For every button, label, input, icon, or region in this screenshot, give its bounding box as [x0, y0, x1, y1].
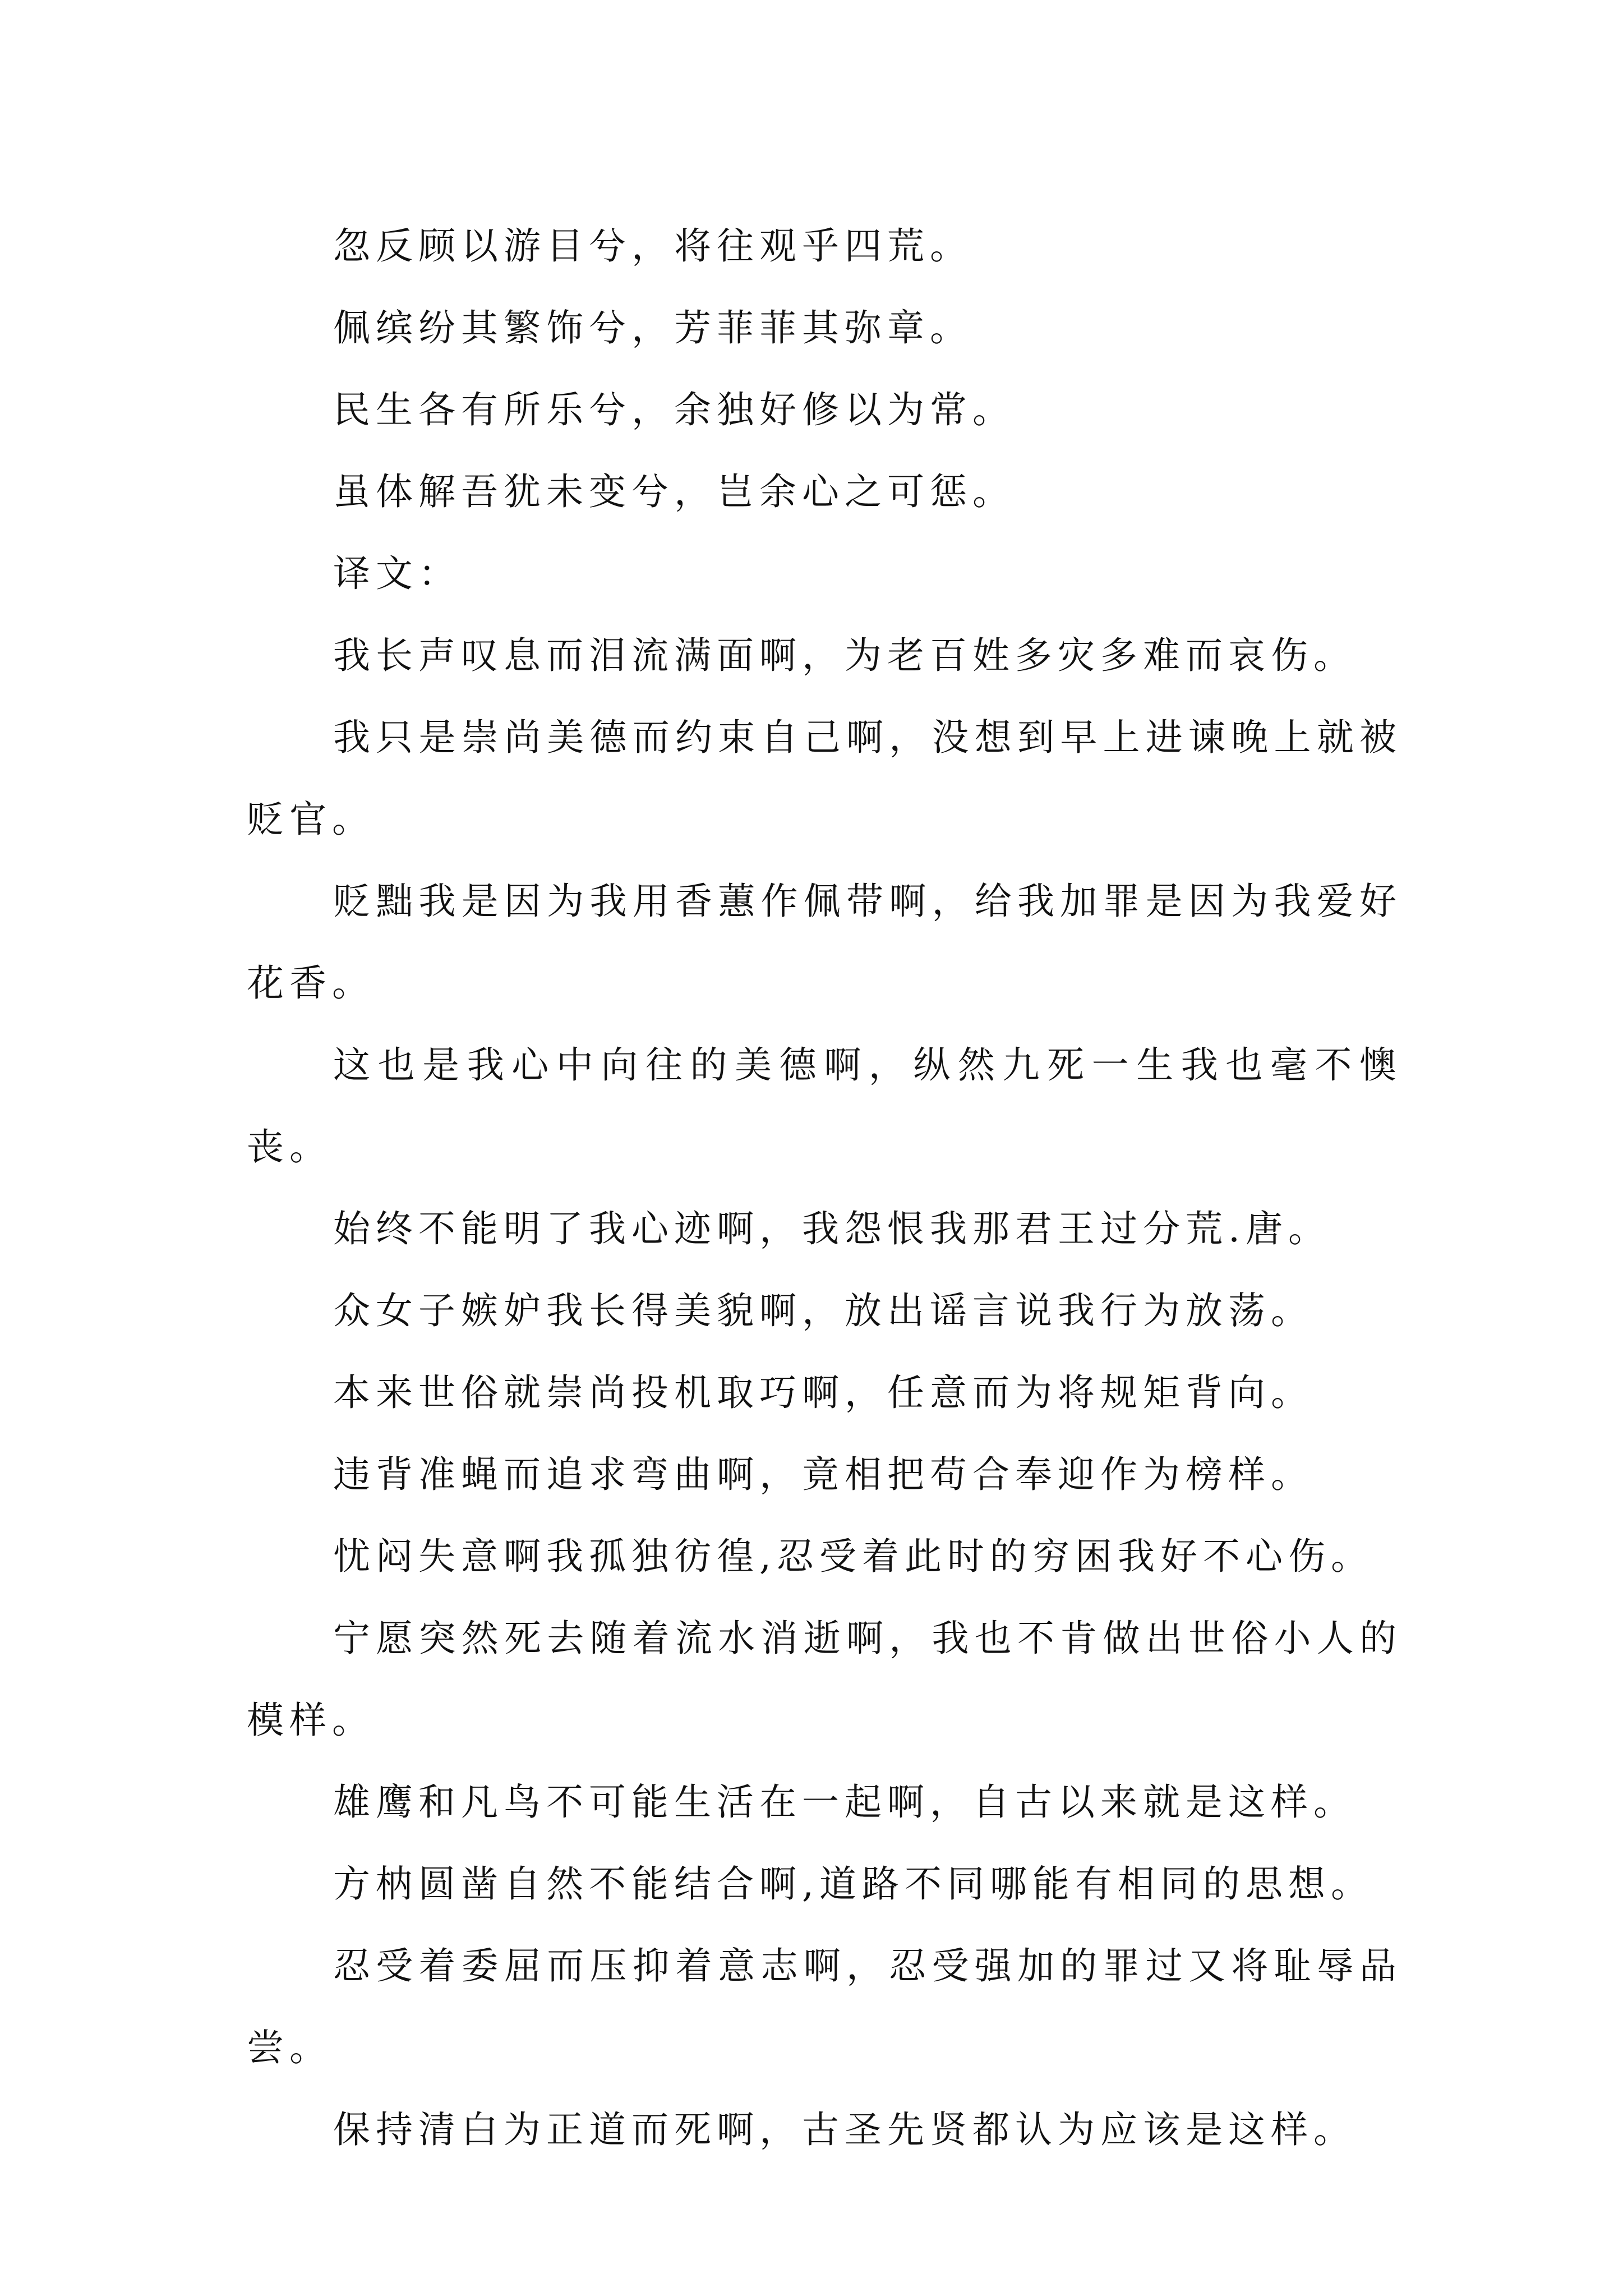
- paragraph: 民生各有所乐兮，余独好修以为常。: [333, 388, 1015, 431]
- paragraph: 始终不能明了我心迹啊，我怨恨我那君王过分荒.唐。: [333, 1207, 1331, 1250]
- paragraph: 虽体解吾犹未变兮，岂余心之可惩。: [333, 470, 1015, 513]
- paragraph: 本来世俗就崇尚投机取巧啊，任意而为将规矩背向。: [333, 1371, 1313, 1414]
- paragraph: 我只是崇尚美德而约束自己啊，没想到早上进谏晚上就被贬官。: [247, 716, 1402, 841]
- paragraph: 方枘圆凿自然不能结合啊,道路不同哪能有相同的思想。: [333, 1862, 1373, 1906]
- paragraph: 宁愿突然死去随着流水消逝啊，我也不肯做出世俗小人的模样。: [247, 1617, 1402, 1742]
- paragraph: 忽反顾以游目兮，将往观乎四荒。: [333, 224, 972, 268]
- paragraph: 保持清白为正道而死啊，古圣先贤都认为应该是这样。: [333, 2108, 1356, 2151]
- paragraph: 佩缤纷其繁饰兮，芳菲菲其弥章。: [333, 306, 972, 349]
- translation-heading: 译文：: [333, 552, 461, 595]
- paragraph: 我长声叹息而泪流满面啊，为老百姓多灾多难而哀伤。: [333, 634, 1356, 677]
- paragraph: 雄鹰和凡鸟不可能生活在一起啊，自古以来就是这样。: [333, 1780, 1356, 1824]
- poem-text-block: [247, 205, 1402, 2171]
- paragraph: 违背准蝇而追求弯曲啊，竟相把苟合奉迎作为榜样。: [333, 1453, 1313, 1496]
- paragraph: 忧闷失意啊我孤独彷徨,忍受着此时的穷困我好不心伤。: [333, 1535, 1373, 1578]
- paragraph: 忍受着委屈而压抑着意志啊，忍受强加的罪过又将耻辱品尝。: [247, 1944, 1402, 2069]
- paragraph: 这也是我心中向往的美德啊，纵然九死一生我也毫不懊丧。: [247, 1043, 1402, 1168]
- paragraph: 众女子嫉妒我长得美貌啊，放出谣言说我行为放荡。: [333, 1289, 1313, 1332]
- paragraph: 贬黜我是因为我用香蕙作佩带啊，给我加罪是因为我爱好花香。: [247, 880, 1402, 1005]
